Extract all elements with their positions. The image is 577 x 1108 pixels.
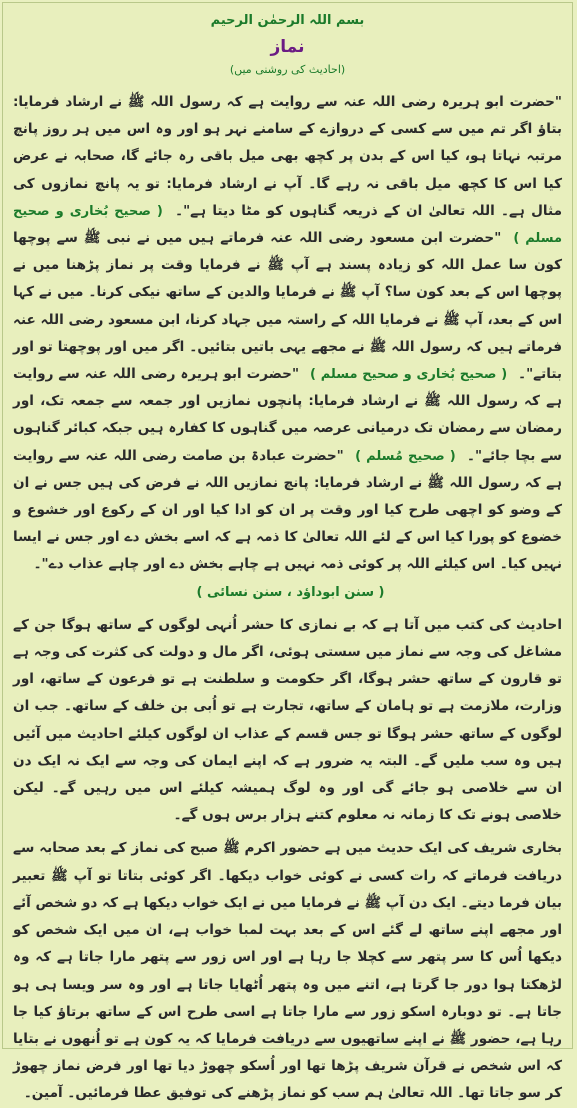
bismillah-heading: بسم اللہ الرحمٰن الرحیم (210, 13, 365, 28)
paragraph-6: بخاری شریف کی ایک حدیث میں ہے حضور اکرم ﷺ صبح کی نماز کے بعد صحابہ سے دریافت فرماتے کہ رات کسی نے کوئی خواب دیکھا۔ اگر کوئی بتاتا تو آپ ﷺ تعبیر بیان فرما دیتے۔ ایک دن آپ ﷺ نے فرمایا میں نے ایک خواب دیکھا ہے کہ دو شخص آئے اور مجھے اپنے ساتھ لے گئے اس کے بعد بہت لمبا خواب ہے، ان میں ایک شخص کو دیکھا اُس کا سر پتھر سے کچلا جا رہا ہے اور اس زور سے پتھر مارا جاتا ہے کہ وہ لڑھکتا ہوا دور جا گرتا ہے، اتنے میں وہ پتھر اُٹھایا جاتا ہے اور وہ سر ویسا ہی ہو جاتا ہے۔ تو دوبارہ اسکو زور سے مارا جاتا ہے اسی طرح اس کے ساتھ برتاؤ کیا جا رہا ہے، حضور ﷺ نے اپنے ساتھیوں سے دریافت فرمایا کہ یہ کون ہے تو اُنھوں نے بتایا کہ اس شخص نے قرآن شریف پڑھا تھا اور اُسکو چھوڑ دیا تھا اور فرض نماز چھوڑ کر سو جاتا تھا۔ اللہ تعالیٰ ہم سب کو نماز پڑھنے کی توفیق عطا فرمائیں۔ آمین۔ (13, 840, 562, 1102)
article-body (13, 89, 562, 1108)
hadith-2-reference: ( صحیح بُخاری و صحیح مسلم ) (310, 367, 508, 383)
hadith-1-reference: ( صحیح بُخاری و صحیح مسلم ) (13, 203, 563, 247)
paragraph-gap (13, 829, 562, 835)
page-subtitle: (احادیث کی روشنی میں) (229, 63, 346, 76)
page-title: نماز (270, 37, 305, 57)
hadith-2-text: "حضرت ابن مسعود رضی اللہ عنہ فرماتے ہیں میں نے نبی ﷺ سے پوچھا کون سا عمل اللہ کو زیادہ پسند ہے آپ ﷺ نے فرمایا وقت پر نماز پڑھنا میں نے پوچھا اس کے بعد کون سا؟ آپ ﷺ نے فرمایا والدین کے ساتھ نیکی کرنا۔ میں نے کہا اس کے بعد، آپ ﷺ نے فرمایا اللہ کے راستہ میں جہاد کرنا، ابن مسعود رضی اللہ عنہ فرماتے ہیں کہ رسول اللہ ﷺ نے مجھے یہی باتیں بتائیں۔ اگر میں اور پوچھتا تو اور بتاتے"۔ (13, 230, 562, 383)
hadith-3-reference: ( صحیح مُسلم ) (355, 448, 456, 464)
hadith-4-reference: ( سنن ابوداؤد ، سنن نسائی ) (196, 584, 385, 600)
paragraph-gap (13, 606, 562, 612)
paragraph-5: احادیث کی کتب میں آتا ہے کہ بے نمازی کا حشر اُنہی لوگوں کے ساتھ ہوگا جن کے مشاغل کی وجہ سے نماز میں سستی ہوئی، اگر مال و دولت کی کثرت کی وجہ ہے تو قارون کے ساتھ حشر ہوگا، اگر حکومت و سلطنت ہے تو فرعون کے ساتھ، اور وزارت، ملازمت ہے تو ہامان کے ساتھ، تجارت ہے تو اُبی بن خلف کے ساتھ۔ جب ان لوگوں کے ساتھ حشر ہوگا تو جس قسم کے عذاب ان لوگوں کیلئے احادیث میں آئیں ہیں وہ سب ملیں گے۔ البتہ یہ ضرور ہے کہ اپنے ایمان کی وجہ سے ایک نہ ایک دن ان سے خلاصی ہو جائے گی اور وہ لوگ ہمیشہ کیلئے اس میں رہیں گے۔ لیکن خلاصی ہونے تک کا زمانہ نہ معلوم کتنے ہزار برس ہوں گے۔ (13, 616, 562, 824)
article-frame (2, 2, 573, 1102)
hadith-1-text: "حضرت ابو ہریرہ رضی اللہ عنہ سے روایت ہے کہ رسول اللہ ﷺ نے ارشاد فرمایا: بتاؤ اگر تم میں سے کسی کے دروازے کے سامنے نہر ہو اور وہ اس میں ہر روز پانچ مرتبہ نہاتا ہو، کیا اس کے بدن پر کچھ بھی میل باقی رہ جائے گا، صحابہ نے عرض کیا اس کا کچھ میل باقی نہ رہے گا۔ آپ نے ارشاد فرمایا: تو یہ پانچ نمازوں کی مثال ہے۔ اللہ تعالیٰ ان کے ذریعہ گناہوں کو مٹا دیتا ہے"۔ (13, 94, 562, 219)
hadith-4-text: "حضرت عبادۃ بن صامت رضی اللہ عنہ سے روایت ہے کہ رسول اللہ ﷺ نے ارشاد فرمایا: پانچ نمازیں اللہ نے فرض کی ہیں جس نے ان کے وضو کو اچھی طرح کیا اور وقت پر ان کو ادا کیا اور ان کے رکوع اور خشوع و خضوع کو پورا کیا اس کے لئے اللہ تعالیٰ کا ذمہ ہے کہ اسے بخش دے اور جس نے ایسا نہیں کیا۔ اس کیلئے اللہ پر کوئی ذمہ نہیں ہے چاہے بخش دے اور چاہے عذاب دے"۔ (13, 447, 562, 573)
hadith-3-text: "حضرت ابو ہریرہ رضی اللہ عنہ سے روایت ہے کہ رسول اللہ ﷺ نے ارشاد فرمایا: پانچوں نمازیں اور جمعہ سے جمعہ تک، اور رمضان سے رمضان تک درمیانی عرصہ میں گناہوں کا کفارہ ہیں جبکہ کبائر گناہوں سے بچا جائے"۔ (13, 366, 563, 464)
